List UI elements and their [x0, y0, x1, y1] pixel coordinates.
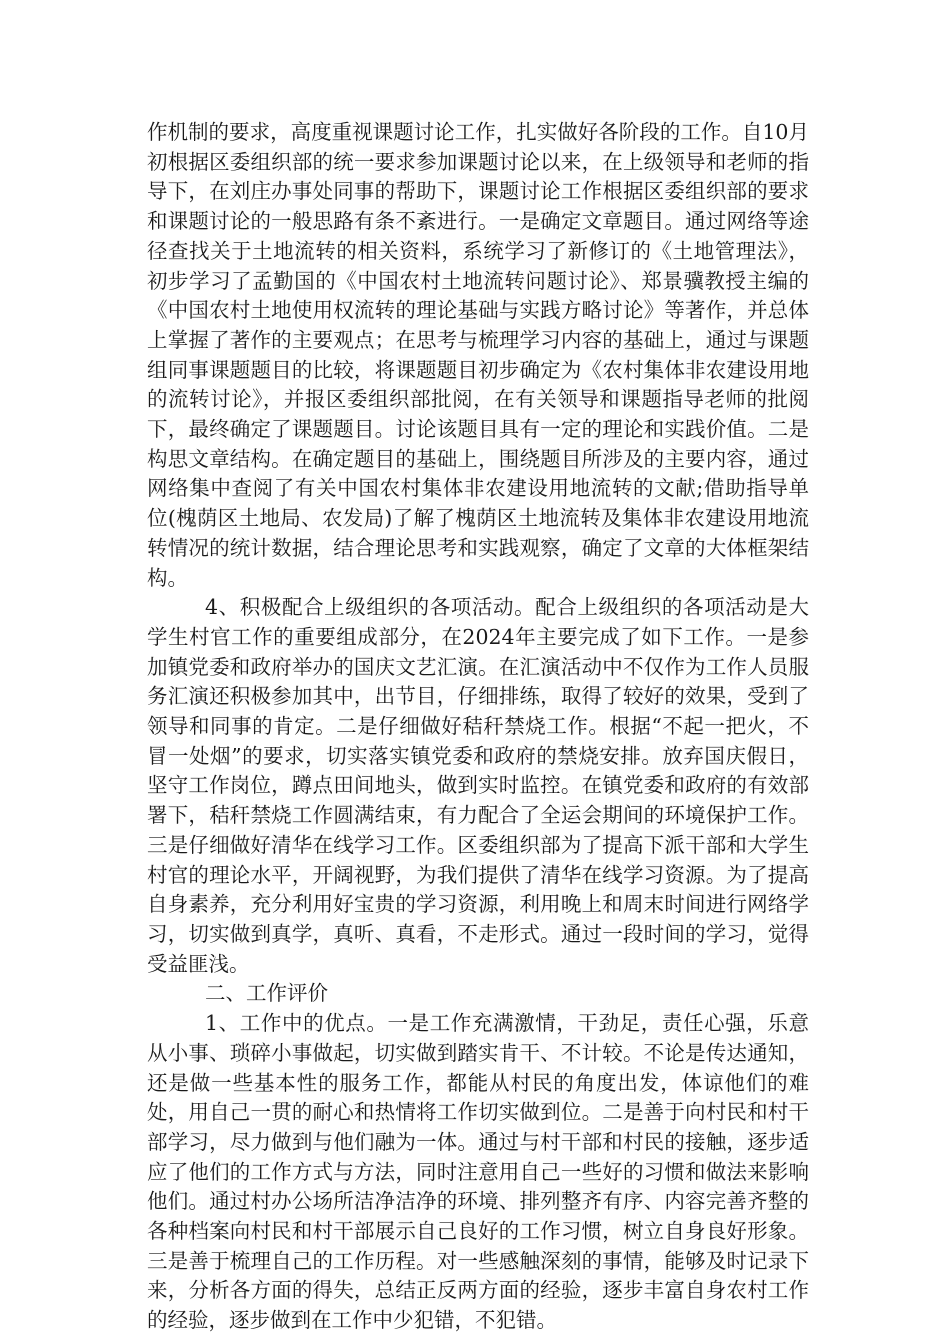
document-body — [147, 118, 809, 1336]
paragraph-research-work: 作机制的要求，高度重视课题讨论工作，扎实做好各阶段的工作。自10月初根据区委组织部的统一要求参加课题讨论以来，在上级领导和老师的指导下，在刘庄办事处同事的帮助下，课题讨论工作根据区委组织部的要求和课题讨论的一般思路有条不紊进行。一是确定文章题目。通过网络等途径查找关于土地流转的相关资料，系统学习了新修订的《土地管理法》，初步学习了孟勤国的《中国农村土地流转问题讨论》、郑景骥教授主编的《中国农村土地使用权流转的理论基础与实践方略讨论》等著作，并总体上掌握了著作的主要观点；在思考与梳理学习内容的基础上，通过与课题组同事课题题目的比较，将课题题目初步确定为《农村集体非农建设用地的流转讨论》，并报区委组织部批阅，在有关领导和课题指导老师的批阅下，最终确定了课题题目。讨论该题目具有一定的理论和实践价值。二是构思文章结构。在确定题目的基础上，围绕题目所涉及的主要内容，通过网络集中查阅了有关中国农村集体非农建设用地流转的文献;借助指导单位(槐荫区土地局、农发局)了解了槐荫区土地流转及集体非农建设用地流转情况的统计数据，结合理论思考和实践观察，确定了文章的大体框架结构。 — [147, 120, 809, 590]
paragraph-activities: 4、积极配合上级组织的各项活动。配合上级组织的各项活动是大学生村官工作的重要组成部分，在2024年主要完成了如下工作。一是参加镇党委和政府举办的国庆文艺汇演。在汇演活动中不仅作为工作人员服务汇演还积极参加其中，出节目，仔细排练，取得了较好的效果，受到了领导和同事的肯定。二是仔细做好秸秆禁烧工作。根据“不起一把火，不冒一处烟”的要求，切实落实镇党委和政府的禁烧安排。放弃国庆假日，坚守工作岗位，蹲点田间地头，做到实时监控。在镇党委和政府的有效部署下，秸秆禁烧工作圆满结束，有力配合了全运会期间的环境保护工作。三是仔细做好清华在线学习工作。区委组织部为了提高下派干部和大学生村官的理论水平，开阔视野，为我们提供了清华在线学习资源。为了提高自身素养，充分利用好宝贵的学习资源，利用晚上和周末时间进行网络学习，切实做到真学，真听、真看，不走形式。通过一段时间的学习，觉得受益匪浅。 — [147, 595, 809, 976]
paragraph-strengths: 1、工作中的优点。一是工作充满激情，干劲足，责任心强，乐意从小事、琐碎小事做起，切实做到踏实肯干、不计较。不论是传达通知，还是做一些基本性的服务工作，都能从村民的角度出发，体谅他们的难处，用自己一贯的耐心和热情将工作切实做到位。二是善于向村民和村干部学习，尽力做到与他们融为一体。通过与村干部和村民的接触，逐步适应了他们的工作方式与方法，同时注意用自己一些好的习惯和做法来影响他们。通过村办公场所洁净洁净的环境、排列整齐有序、内容完善齐整的各种档案向村民和村干部展示自己良好的工作习惯，树立自身良好形象。三是善于梳理自己的工作历程。对一些感触深刻的事情，能够及时记录下来，分析各方面的得失，总结正反两方面的经验，逐步丰富自身农村工作的经验，逐步做到在工作中少犯错，不犯错。 — [147, 1011, 809, 1333]
section-heading-work-evaluation: 二、工作评价 — [205, 981, 328, 1006]
